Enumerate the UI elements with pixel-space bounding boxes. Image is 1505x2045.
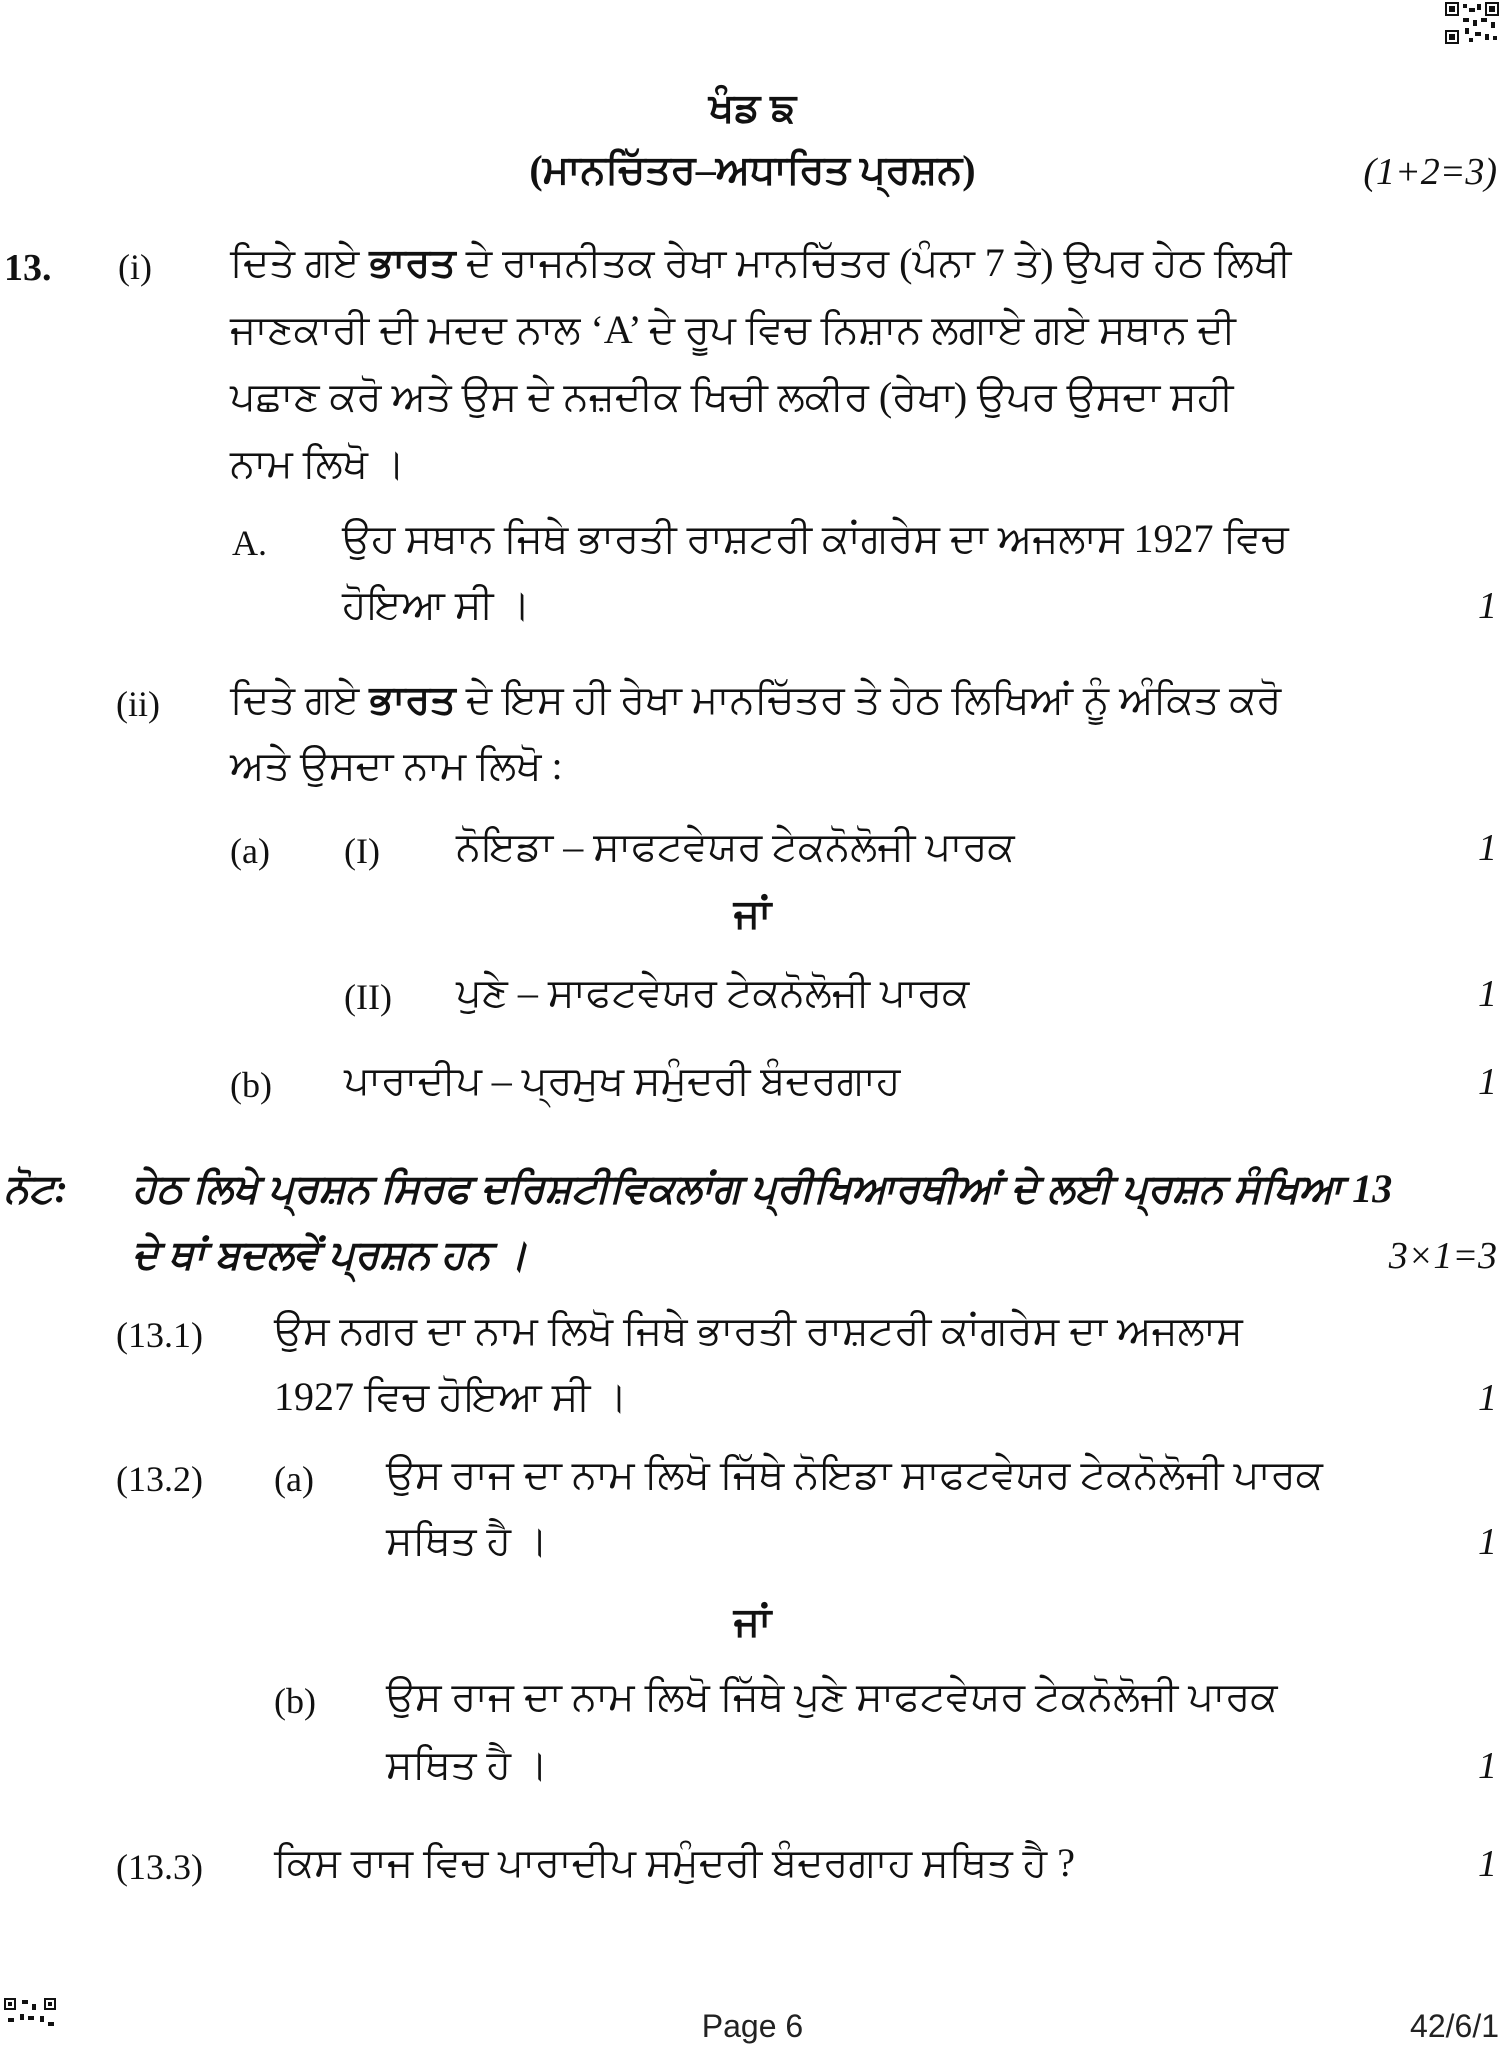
question-text: ਉਸ ਨਗਰ ਦਾ ਨਾਮ ਲਿਖੋ ਜਿਥੇ ਭਾਰਤੀ ਰਾਸ਼ਟਰੀ ਕਾਂਗਰੇਸ ਦਾ ਅਜਲਾਸ: [274, 1308, 1243, 1353]
or-separator: ਜਾਂ: [733, 891, 772, 936]
note-label: ਨੋਟ:: [4, 1166, 68, 1211]
qr-code-icon: [1445, 2, 1499, 44]
note-text: ਹੇਠ ਲਿਖੇ ਪ੍ਰਸ਼ਨ ਸਿਰਫ ਦਰਿਸ਼ਟੀਵਿਕਲਾਂਗ ਪ੍ਰੀਖਿਆਰਥੀਆਂ ਦੇ ਲਈ ਪ੍ਰਸ਼ਨ ਸੰਖਿਆ 13: [132, 1166, 1393, 1211]
question-text: ਪਛਾਣ ਕਰੋ ਅਤੇ ਉਸ ਦੇ ਨਜ਼ਦੀਕ ਖਿਚੀ ਲਕੀਰ (ਰੇਖਾ) ਉਪਰ ਉਸਦਾ ਸਹੀ: [230, 374, 1234, 419]
question-text: 1927 ਵਿਚ ਹੋਇਆ ਸੀ ।: [274, 1374, 628, 1419]
question-text: ਅਤੇ ਉਸਦਾ ਨਾਮ ਲਿਖੋ :: [230, 743, 563, 788]
question-text: ਪਾਰਾਦੀਪ – ਪ੍ਰਮੁਖ ਸਮੁੰਦਰੀ ਬੰਦਰਗਾਹ: [344, 1058, 901, 1103]
section-title: ਖੰਡ ਙ: [708, 85, 797, 130]
note-marks: 3×1=3: [1388, 1235, 1497, 1277]
question-text: ਨਾਮ ਲਿਖੋ ।: [230, 441, 405, 486]
marks: 1: [1478, 1061, 1497, 1103]
item-label: (a): [230, 831, 270, 871]
question-text: ਸਥਿਤ ਹੈ ।: [386, 1742, 548, 1787]
paper-code: 42/6/1: [1410, 2008, 1499, 2044]
marks: 1: [1478, 1745, 1497, 1787]
question-text: ਉਸ ਰਾਜ ਦਾ ਨਾਮ ਲਿਖੋ ਜਿੱਥੇ ਪੁਣੇ ਸਾਫਟਵੇਯਰ ਟੇਕਨੋਲੋਜੀ ਪਾਰਕ: [386, 1674, 1278, 1719]
item-label: (II): [344, 977, 392, 1017]
section-subtitle: (ਮਾਨਚਿੱਤਰ–ਅਧਾਰਿਤ ਪ੍ਰਸ਼ਨ): [529, 147, 976, 192]
part-label: (ii): [116, 684, 160, 724]
question-text: ਉਸ ਰਾਜ ਦਾ ਨਾਮ ਲਿਖੋ ਜਿੱਥੇ ਨੋਇਡਾ ਸਾਫਟਵੇਯਰ ਟੇਕਨੋਲੋਜੀ ਪਾਰਕ: [386, 1452, 1323, 1497]
marks: 1: [1478, 827, 1497, 869]
question-text: ਉਹ ਸਥਾਨ ਜਿਥੇ ਭਾਰਤੀ ਰਾਸ਼ਟਰੀ ਕਾਂਗਰੇਸ ਦਾ ਅਜਲਾਸ 1927 ਵਿਚ: [342, 516, 1289, 561]
question-number: (13.2): [116, 1459, 203, 1499]
section-marks: (1+2=3): [1363, 151, 1497, 193]
marks: 1: [1478, 1843, 1497, 1885]
page-number: Page 6: [701, 2008, 804, 2044]
item-label: (b): [274, 1681, 316, 1721]
question-text: ਹੋਇਆ ਸੀ ।: [342, 582, 531, 627]
marks: 1: [1478, 1521, 1497, 1563]
question-number: (13.3): [116, 1847, 203, 1887]
item-label: (I): [344, 831, 380, 871]
question-number: (13.1): [116, 1315, 203, 1355]
marks: 1: [1478, 585, 1497, 627]
part-label: (i): [118, 247, 152, 287]
marks: 1: [1478, 973, 1497, 1015]
or-separator: ਜਾਂ: [733, 1599, 772, 1644]
note-text: ਦੇ ਥਾਂ ਬਦਲਵੇਂ ਪ੍ਰਸ਼ਨ ਹਨ ।: [132, 1232, 528, 1277]
question-text: ਕਿਸ ਰਾਜ ਵਿਚ ਪਾਰਾਦੀਪ ਸਮੁੰਦਰੀ ਬੰਦਰਗਾਹ ਸਥਿਤ ਹੈ ?: [274, 1840, 1075, 1885]
question-text: ਪੁਣੇ – ਸਾਫਟਵੇਯਰ ਟੇਕਨੋਲੋਜੀ ਪਾਰਕ: [456, 970, 970, 1015]
question-text: ਦਿਤੇ ਗਏ ਭਾਰਤ ਦੇ ਇਸ ਹੀ ਰੇਖਾ ਮਾਨਚਿੱਤਰ ਤੇ ਹੇਠ ਲਿਖਿਆਂ ਨੂੰ ਅੰਕਿਤ ਕਰੋ: [230, 677, 1282, 722]
item-label: (a): [274, 1459, 314, 1499]
item-label: (b): [230, 1065, 272, 1105]
question-text: ਨੋਇਡਾ – ਸਾਫਟਵੇਯਰ ਟੇਕਨੋਲੋਜੀ ਪਾਰਕ: [456, 824, 1015, 869]
question-number: 13.: [4, 247, 52, 289]
question-text: ਸਥਿਤ ਹੈ ।: [386, 1518, 548, 1563]
marks: 1: [1478, 1377, 1497, 1419]
question-text: ਦਿਤੇ ਗਏ ਭਾਰਤ ਦੇ ਰਾਜਨੀਤਕ ਰੇਖਾ ਮਾਨਚਿੱਤਰ (ਪੰਨਾ 7 ਤੇ) ਉਪਰ ਹੇਠ ਲਿਖੀ: [230, 240, 1292, 285]
question-text: ਜਾਣਕਾਰੀ ਦੀ ਮਦਦ ਨਾਲ ‘A’ ਦੇ ਰੂਪ ਵਿਚ ਨਿਸ਼ਾਨ ਲਗਾਏ ਗਏ ਸਥਾਨ ਦੀ: [230, 307, 1236, 352]
item-label: A.: [232, 523, 267, 563]
